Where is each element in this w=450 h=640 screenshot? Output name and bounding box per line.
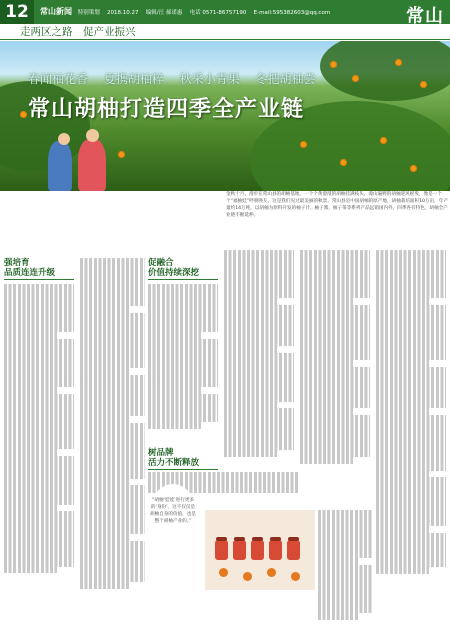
- orange-fruit-icon: [352, 75, 359, 82]
- article-column: [376, 250, 446, 634]
- headline: 常山胡柚打造四季全产业链: [28, 96, 305, 122]
- article-column: [224, 250, 294, 505]
- email-address: E-mail:595382603@qq.com: [253, 10, 331, 16]
- orange-fruit-icon: [330, 61, 337, 68]
- issue-date: 2018.10.27: [107, 10, 139, 16]
- orange-fruit-icon: [118, 151, 125, 158]
- orange-fruit-icon: [291, 572, 300, 581]
- product-photo: [205, 510, 315, 590]
- section-title-strong: 强培育 品质连连升级: [4, 258, 74, 280]
- orange-fruit-icon: [20, 111, 27, 118]
- orange-fruit-icon: [267, 568, 276, 577]
- hero-tagline: 春闻柚花香 夏携胡柚粹 秋采小青果 冬把胡柚尝: [28, 72, 316, 86]
- orange-fruit-icon: [340, 159, 347, 166]
- jar-icon: [233, 540, 246, 560]
- section-title-brand: 树品牌 活力不断释放: [148, 448, 218, 470]
- phone-number: 电话 0571-86757190: [189, 10, 247, 16]
- orange-fruit-icon: [410, 165, 417, 172]
- page-number: 12: [0, 0, 34, 24]
- orange-fruit-icon: [243, 572, 252, 581]
- jar-icon: [269, 540, 282, 560]
- orange-fruit-icon: [380, 137, 387, 144]
- masthead-info: [40, 6, 370, 18]
- orange-fruit-icon: [219, 568, 228, 577]
- orange-fruit-icon: [420, 81, 427, 88]
- article-column: [318, 510, 373, 634]
- section-title-merge: 促融合 价值持续深挖: [148, 258, 218, 280]
- article-column: [300, 250, 370, 505]
- jar-icon: [215, 540, 228, 560]
- jar-icon: [251, 540, 264, 560]
- orange-fruit-icon: [395, 59, 402, 66]
- photo-caption: 金秋十月，漫步在常山县的胡柚基地，一个个黄澄澄的胡柚挂满枝头，漫山遍野的胡柚迎风摇曳，像是一个个“福柚娃”呼朋唤友，这是我们见过最美丽的秋景。常山县是中国胡柚的原产地，胡柚栽培面积10万亩，年产量约14万吨，以胡柚为原料开发的柚子汁、柚子酱、柚子茶等系列产品远销国内外。四季各有特色，胡柚全产业链不断延伸。: [226, 192, 448, 218]
- article-column: [80, 258, 145, 634]
- jar-icon: [287, 540, 300, 560]
- orange-fruit-icon: [300, 141, 307, 148]
- kicker-line: 走两区之路 促产业振兴: [0, 24, 450, 40]
- section-name: 常山: [406, 6, 444, 27]
- editor-credit: 编辑/汪 郝诺惠: [145, 10, 183, 16]
- paper-name: 常山新闻: [40, 6, 72, 16]
- article-column: [4, 284, 74, 634]
- article-column: [148, 284, 218, 434]
- masthead-bar: [0, 0, 450, 27]
- pull-quote: “胡柚‘娃娃’进行更多的‘身份’，这不仅仅是胡柚自身的价值，也是整个胡柚产业的。”: [150, 498, 196, 524]
- special-label: 特别策划: [77, 10, 100, 16]
